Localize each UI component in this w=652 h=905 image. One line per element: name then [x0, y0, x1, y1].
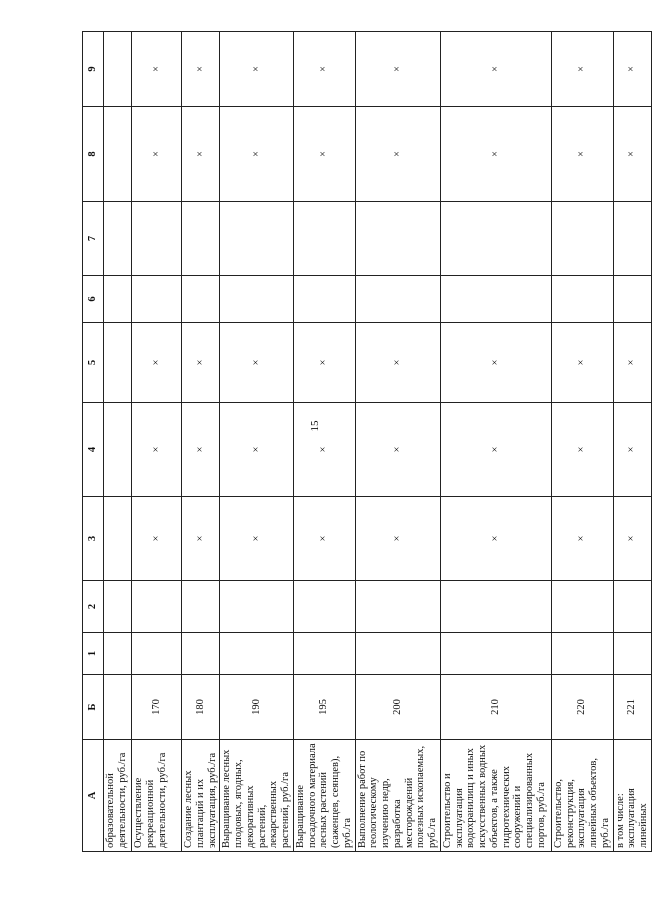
header-cell: 2 [83, 581, 104, 633]
table-cell [104, 32, 132, 107]
header-cell: 5 [83, 323, 104, 403]
row-label: Выращивание лесных плодовых, ягодных, декоративных растений, лекарственных растений, руб./га [220, 740, 294, 852]
table-cell: × [355, 403, 440, 497]
table-cell: × [293, 107, 355, 202]
table-cell: × [132, 323, 182, 403]
table-row [293, 32, 355, 852]
table-cell [440, 276, 551, 323]
table-cell [551, 581, 613, 633]
table-cell: × [355, 107, 440, 202]
rotated-table-wrapper [82, 32, 649, 852]
header-row [83, 32, 104, 852]
table-cell: × [132, 32, 182, 107]
table-cell [132, 581, 182, 633]
table-cell [220, 202, 294, 276]
table-cell: × [293, 323, 355, 403]
table-cell [104, 323, 132, 403]
table-cell: × [613, 107, 651, 202]
table-cell: × [551, 323, 613, 403]
row-label: Строительство, реконструкция, эксплуатация линейных объектов, руб./га [551, 740, 613, 852]
table-cell [613, 276, 651, 323]
table-cell [104, 276, 132, 323]
table-cell: × [440, 497, 551, 581]
table-cell: × [293, 403, 355, 497]
table-cell: × [355, 32, 440, 107]
row-sublabel: в том числе: [614, 793, 626, 848]
table-cell [293, 202, 355, 276]
table-cell: × [551, 497, 613, 581]
table-cell [355, 581, 440, 633]
table-row [104, 32, 132, 852]
row-label: Строительство и эксплуатация водохранилищ и иных искусственных водных объектов, а также гидротехнических сооружений и специализированных портов, руб./га [440, 740, 551, 852]
table-cell [104, 202, 132, 276]
table-cell: × [132, 403, 182, 497]
table-cell [355, 202, 440, 276]
header-cell: 8 [83, 107, 104, 202]
table-cell: × [182, 107, 220, 202]
table-cell [613, 633, 651, 675]
table-cell [440, 202, 551, 276]
header-cell: А [83, 740, 104, 852]
table-cell [182, 276, 220, 323]
table-cell: × [182, 403, 220, 497]
table-cell: × [220, 323, 294, 403]
table-row [355, 32, 440, 852]
row-label: Осуществление рекреационной деятельности, руб./га [132, 740, 182, 852]
row-label-text: эксплуатация линейных [626, 788, 649, 848]
table-cell: × [440, 32, 551, 107]
table-cell: × [220, 497, 294, 581]
table-cell [220, 633, 294, 675]
table-cell [220, 276, 294, 323]
table-row [132, 32, 182, 852]
header-cell: 9 [83, 32, 104, 107]
table-cell [182, 202, 220, 276]
table-cell [104, 497, 132, 581]
table-cell [440, 581, 551, 633]
header-cell: 6 [83, 276, 104, 323]
row-code: 170 [132, 675, 182, 740]
table-row [220, 32, 294, 852]
table-cell [551, 202, 613, 276]
table-cell: × [220, 32, 294, 107]
table-row [440, 32, 551, 852]
table-cell: × [182, 323, 220, 403]
table-cell: × [132, 497, 182, 581]
table-cell [551, 276, 613, 323]
table-cell [293, 633, 355, 675]
table-cell: × [293, 497, 355, 581]
header-cell: 4 [83, 403, 104, 497]
table-cell [132, 202, 182, 276]
row-code: 220 [551, 675, 613, 740]
table-cell [104, 403, 132, 497]
table-cell: × [440, 323, 551, 403]
table-row [613, 32, 651, 852]
table-cell: × [440, 403, 551, 497]
header-cell: 7 [83, 202, 104, 276]
table-cell [220, 581, 294, 633]
table-cell [182, 633, 220, 675]
table-cell: × [613, 497, 651, 581]
row-label: образовательной деятельности, руб./га [104, 740, 132, 852]
row-label: Выращивание посадочного материала лесных растений (саженцев, сеянцев), руб./га [293, 740, 355, 852]
table-cell [613, 581, 651, 633]
row-code [104, 675, 132, 740]
table-cell [132, 633, 182, 675]
table-cell [613, 202, 651, 276]
header-cell: 1 [83, 633, 104, 675]
table-cell [293, 276, 355, 323]
row-label: Выполнение работ по геологическому изучению недр, разработка месторождений полезных ископаемых, руб./га [355, 740, 440, 852]
row-code: 221 [613, 675, 651, 740]
table-cell: × [220, 107, 294, 202]
table-cell [355, 633, 440, 675]
row-label: Создание лесных плантаций и их эксплуатация, руб./га [182, 740, 220, 852]
header-cell: Б [83, 675, 104, 740]
table-cell: × [182, 32, 220, 107]
table-cell: × [613, 323, 651, 403]
table-cell: × [182, 497, 220, 581]
table-cell [440, 633, 551, 675]
table-cell: × [551, 403, 613, 497]
table-cell: × [551, 107, 613, 202]
row-code: 180 [182, 675, 220, 740]
table-cell [104, 107, 132, 202]
row-code: 195 [293, 675, 355, 740]
table-cell [551, 633, 613, 675]
row-code: 190 [220, 675, 294, 740]
table-cell [104, 581, 132, 633]
table-cell: × [440, 107, 551, 202]
table-cell [182, 581, 220, 633]
table-row [551, 32, 613, 852]
table-cell: × [220, 403, 294, 497]
table-cell [355, 276, 440, 323]
row-label [613, 740, 651, 852]
table-row [182, 32, 220, 852]
table-cell: × [551, 32, 613, 107]
table-cell [104, 633, 132, 675]
table-cell [132, 276, 182, 323]
table-cell: × [613, 403, 651, 497]
header-cell: 3 [83, 497, 104, 581]
page-number: 15 [309, 420, 321, 432]
data-table [82, 31, 652, 852]
table-cell: × [355, 323, 440, 403]
row-code: 210 [440, 675, 551, 740]
table-cell: × [293, 32, 355, 107]
table-cell: × [132, 107, 182, 202]
table-cell: × [613, 32, 651, 107]
row-code: 200 [355, 675, 440, 740]
table-cell: × [355, 497, 440, 581]
table-cell [293, 581, 355, 633]
